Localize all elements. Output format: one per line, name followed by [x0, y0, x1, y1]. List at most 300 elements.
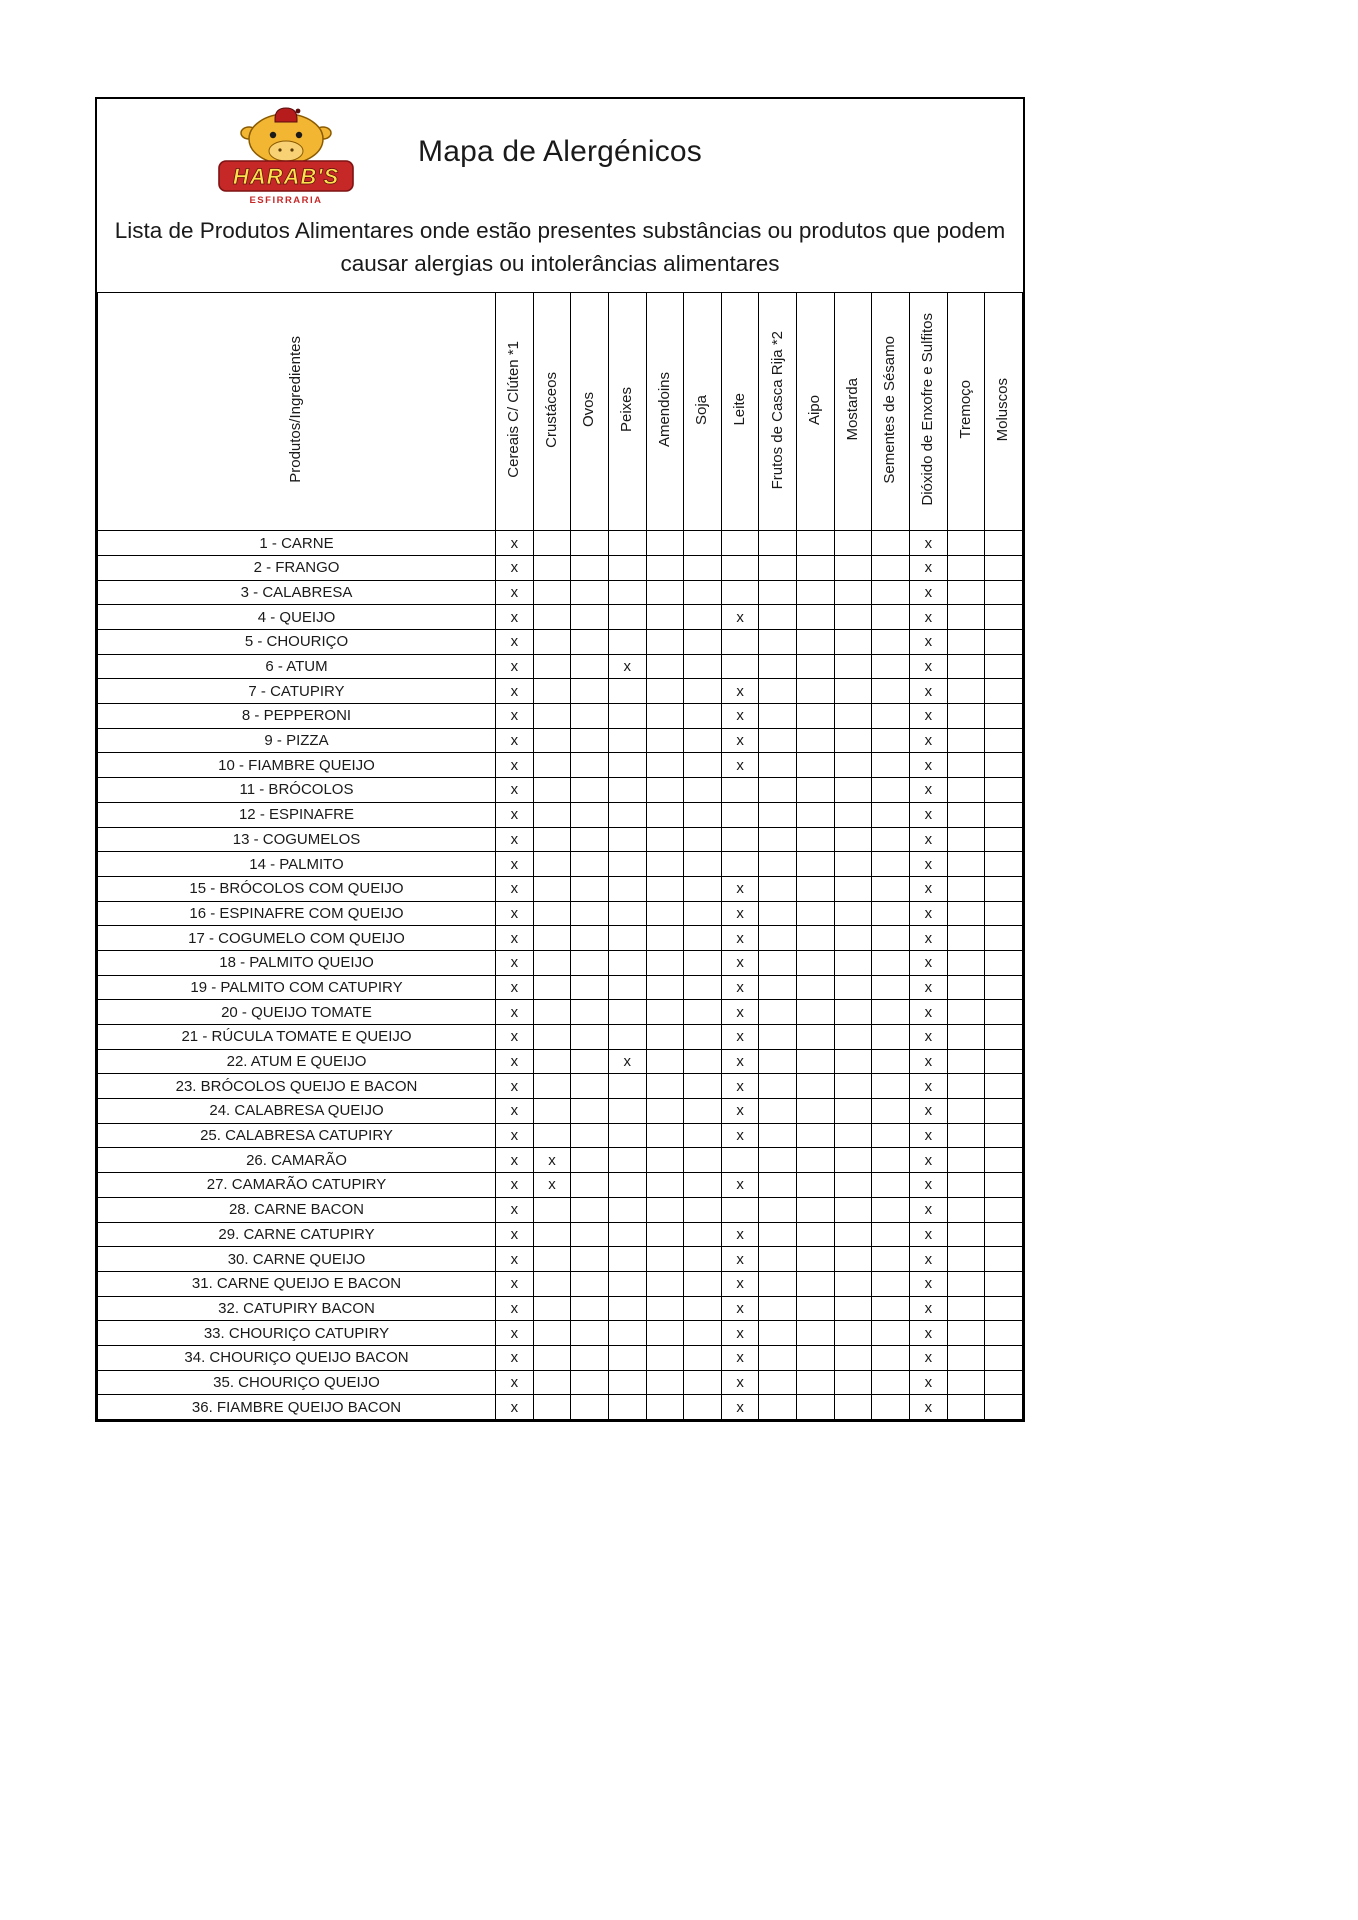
allergen-mark-cell — [797, 728, 835, 753]
product-row — [98, 1370, 1023, 1395]
allergen-mark-cell — [608, 1099, 646, 1124]
product-name-cell: 23. BRÓCOLOS QUEIJO E BACON — [98, 1074, 496, 1099]
allergen-mark-cell — [646, 1271, 684, 1296]
allergen-mark-cell: x — [910, 679, 948, 704]
allergen-mark-cell: x — [910, 605, 948, 630]
allergen-mark-cell — [684, 728, 722, 753]
allergen-mark-cell — [533, 1099, 571, 1124]
product-row — [98, 975, 1023, 1000]
allergen-mark-cell — [985, 1370, 1023, 1395]
allergen-mark-cell — [759, 1370, 797, 1395]
allergen-mark-cell: x — [721, 1247, 759, 1272]
allergen-mark-cell — [985, 1173, 1023, 1198]
allergen-mark-cell: x — [721, 753, 759, 778]
fez-tassel — [296, 109, 301, 114]
allergen-mark-cell: x — [496, 1074, 534, 1099]
allergen-mark-cell: x — [496, 1296, 534, 1321]
allergen-mark-cell — [947, 1222, 985, 1247]
allergen-mark-cell — [721, 827, 759, 852]
logo-tagline-text: ESFIRRARIA — [249, 195, 323, 206]
allergen-mark-cell — [834, 1148, 872, 1173]
allergen-mark-cell — [947, 1197, 985, 1222]
column-header-allergen — [759, 293, 797, 531]
allergen-mark-cell — [646, 580, 684, 605]
allergen-mark-cell — [533, 630, 571, 655]
allergen-mark-cell — [872, 531, 910, 556]
allergen-mark-cell — [533, 1370, 571, 1395]
allergen-mark-cell — [608, 1148, 646, 1173]
allergen-mark-cell — [759, 1025, 797, 1050]
allergen-mark-cell — [571, 1148, 609, 1173]
product-name-cell: 24. CALABRESA QUEIJO — [98, 1099, 496, 1124]
allergen-mark-cell — [759, 827, 797, 852]
allergen-mark-cell: x — [496, 1395, 534, 1420]
product-row — [98, 1345, 1023, 1370]
allergen-mark-cell — [797, 802, 835, 827]
product-row — [98, 728, 1023, 753]
allergen-mark-cell — [985, 679, 1023, 704]
allergen-mark-cell: x — [496, 1148, 534, 1173]
allergen-mark-cell — [608, 926, 646, 951]
allergen-mark-cell: x — [496, 704, 534, 729]
allergen-mark-cell — [834, 1123, 872, 1148]
allergen-mark-cell — [797, 1247, 835, 1272]
allergen-mark-cell — [684, 778, 722, 803]
allergen-table-head — [98, 293, 1023, 531]
allergen-mark-cell — [684, 950, 722, 975]
allergen-mark-cell — [571, 753, 609, 778]
allergen-mark-cell — [872, 1247, 910, 1272]
allergen-mark-cell — [872, 802, 910, 827]
product-row — [98, 827, 1023, 852]
allergen-mark-cell: x — [496, 1321, 534, 1346]
allergen-mark-cell — [872, 901, 910, 926]
allergen-mark-cell — [834, 852, 872, 877]
product-name-cell: 8 - PEPPERONI — [98, 704, 496, 729]
allergen-mark-cell — [608, 1197, 646, 1222]
product-row — [98, 1074, 1023, 1099]
allergen-mark-cell: x — [910, 704, 948, 729]
allergen-mark-cell: x — [721, 901, 759, 926]
allergen-mark-cell: x — [496, 679, 534, 704]
allergen-mark-cell — [797, 654, 835, 679]
allergen-mark-cell — [985, 555, 1023, 580]
allergen-mark-cell — [985, 1025, 1023, 1050]
allergen-mark-cell — [571, 1123, 609, 1148]
allergen-mark-cell — [759, 555, 797, 580]
column-header-label: Tremoço — [956, 380, 974, 440]
allergen-mark-cell — [872, 630, 910, 655]
allergen-mark-cell: x — [496, 531, 534, 556]
allergen-mark-cell — [834, 778, 872, 803]
allergen-mark-cell — [608, 1271, 646, 1296]
allergen-mark-cell: x — [496, 1370, 534, 1395]
allergen-mark-cell: x — [910, 1197, 948, 1222]
column-header-label: Sementes de Sésamo — [881, 335, 899, 484]
allergen-mark-cell — [947, 950, 985, 975]
allergen-mark-cell — [985, 901, 1023, 926]
allergen-mark-cell — [947, 1296, 985, 1321]
allergen-mark-cell — [872, 555, 910, 580]
column-header-allergen — [910, 293, 948, 531]
allergen-mark-cell — [759, 1321, 797, 1346]
allergen-mark-cell — [608, 901, 646, 926]
allergen-mark-cell — [834, 1345, 872, 1370]
column-header-label: Leite — [730, 393, 748, 427]
column-header-label: Cereais C/ Clúten *1 — [505, 341, 523, 479]
product-name-cell: 16 - ESPINAFRE COM QUEIJO — [98, 901, 496, 926]
allergen-mark-cell — [797, 926, 835, 951]
allergen-mark-cell — [533, 901, 571, 926]
column-header-allergen — [496, 293, 534, 531]
allergen-mark-cell — [646, 555, 684, 580]
allergen-mark-cell — [684, 1370, 722, 1395]
allergen-mark-cell: x — [910, 1000, 948, 1025]
allergen-mark-cell — [608, 1123, 646, 1148]
allergen-mark-cell — [759, 1148, 797, 1173]
allergen-mark-cell — [571, 827, 609, 852]
allergen-mark-cell: x — [910, 753, 948, 778]
allergen-mark-cell — [571, 1271, 609, 1296]
column-header-allergen — [947, 293, 985, 531]
allergen-mark-cell — [571, 1049, 609, 1074]
allergen-mark-cell — [985, 1123, 1023, 1148]
allergen-mark-cell: x — [496, 654, 534, 679]
allergen-mark-cell — [608, 580, 646, 605]
allergen-mark-cell — [608, 1173, 646, 1198]
allergen-mark-cell — [834, 1074, 872, 1099]
allergen-mark-cell — [947, 1123, 985, 1148]
product-row — [98, 778, 1023, 803]
allergen-mark-cell — [759, 1123, 797, 1148]
allergen-mark-cell — [533, 1074, 571, 1099]
column-header-allergen — [533, 293, 571, 531]
allergen-mark-cell — [947, 1148, 985, 1173]
allergen-mark-cell: x — [910, 926, 948, 951]
product-row — [98, 852, 1023, 877]
allergen-mark-cell — [872, 1395, 910, 1420]
allergen-mark-cell — [759, 753, 797, 778]
allergen-mark-cell — [985, 975, 1023, 1000]
allergen-mark-cell — [872, 753, 910, 778]
allergen-mark-cell — [985, 852, 1023, 877]
allergen-mark-cell — [571, 901, 609, 926]
allergen-mark-cell: x — [496, 555, 534, 580]
allergen-mark-cell — [985, 1099, 1023, 1124]
allergen-mark-cell: x — [496, 1123, 534, 1148]
allergen-mark-cell — [985, 827, 1023, 852]
allergen-mark-cell — [684, 704, 722, 729]
product-name-cell: 15 - BRÓCOLOS COM QUEIJO — [98, 876, 496, 901]
allergen-mark-cell — [571, 654, 609, 679]
allergen-mark-cell — [872, 975, 910, 1000]
allergen-mark-cell — [646, 1197, 684, 1222]
allergen-mark-cell — [797, 704, 835, 729]
allergen-mark-cell — [608, 605, 646, 630]
allergen-mark-cell — [533, 1197, 571, 1222]
allergen-mark-cell: x — [496, 1099, 534, 1124]
allergen-mark-cell: x — [496, 926, 534, 951]
allergen-mark-cell — [759, 1296, 797, 1321]
allergen-mark-cell — [797, 555, 835, 580]
product-row — [98, 901, 1023, 926]
allergen-mark-cell — [533, 555, 571, 580]
allergen-mark-cell — [759, 975, 797, 1000]
allergen-mark-cell — [797, 679, 835, 704]
allergen-mark-cell: x — [721, 1370, 759, 1395]
allergen-mark-cell — [608, 679, 646, 704]
allergen-mark-cell — [872, 852, 910, 877]
allergen-mark-cell — [759, 1222, 797, 1247]
allergen-mark-cell: x — [496, 1197, 534, 1222]
product-row — [98, 1099, 1023, 1124]
allergen-mark-cell — [797, 1271, 835, 1296]
allergen-mark-cell — [646, 704, 684, 729]
product-row — [98, 630, 1023, 655]
allergen-mark-cell: x — [910, 1025, 948, 1050]
allergen-mark-cell: x — [496, 1000, 534, 1025]
allergen-mark-cell — [571, 876, 609, 901]
allergen-mark-cell — [646, 975, 684, 1000]
product-name-cell: 18 - PALMITO QUEIJO — [98, 950, 496, 975]
allergen-mark-cell — [571, 1370, 609, 1395]
product-name-cell: 21 - RÚCULA TOMATE E QUEIJO — [98, 1025, 496, 1050]
allergen-mark-cell — [985, 580, 1023, 605]
allergen-mark-cell — [571, 975, 609, 1000]
column-header-allergen — [684, 293, 722, 531]
allergen-mark-cell — [797, 901, 835, 926]
allergen-mark-cell — [834, 1271, 872, 1296]
allergen-mark-cell — [684, 1197, 722, 1222]
product-name-cell: 29. CARNE CATUPIRY — [98, 1222, 496, 1247]
allergen-mark-cell — [759, 605, 797, 630]
product-name-cell: 25. CALABRESA CATUPIRY — [98, 1123, 496, 1148]
allergen-mark-cell — [797, 950, 835, 975]
allergen-mark-cell — [684, 852, 722, 877]
allergen-mark-cell — [985, 1247, 1023, 1272]
allergen-mark-cell — [985, 778, 1023, 803]
allergen-mark-cell — [646, 1148, 684, 1173]
allergen-mark-cell — [834, 704, 872, 729]
allergen-mark-cell — [797, 1197, 835, 1222]
product-name-cell: 17 - COGUMELO COM QUEIJO — [98, 926, 496, 951]
allergen-mark-cell — [759, 580, 797, 605]
allergen-mark-cell — [797, 1370, 835, 1395]
allergen-mark-cell — [571, 1296, 609, 1321]
allergen-mark-cell — [571, 950, 609, 975]
allergen-mark-cell — [797, 630, 835, 655]
column-header-label: Dióxido de Enxofre e Sulfitos — [919, 313, 937, 507]
allergen-mark-cell — [985, 531, 1023, 556]
column-header-products — [98, 293, 496, 531]
allergen-mark-cell: x — [496, 852, 534, 877]
column-header-label: Frutos de Casca Rija *2 — [768, 330, 786, 489]
column-header-allergen — [608, 293, 646, 531]
allergen-mark-cell — [985, 926, 1023, 951]
allergen-mark-cell — [759, 654, 797, 679]
product-name-cell: 36. FIAMBRE QUEIJO BACON — [98, 1395, 496, 1420]
allergen-table-head-row — [98, 293, 1023, 531]
product-row — [98, 580, 1023, 605]
allergen-mark-cell — [834, 1099, 872, 1124]
allergen-mark-cell — [533, 1123, 571, 1148]
allergen-mark-cell: x — [721, 1296, 759, 1321]
allergen-mark-cell: x — [533, 1173, 571, 1198]
allergen-mark-cell: x — [496, 975, 534, 1000]
allergen-mark-cell: x — [910, 654, 948, 679]
allergen-mark-cell: x — [910, 580, 948, 605]
allergen-mark-cell — [571, 802, 609, 827]
product-row — [98, 555, 1023, 580]
allergen-mark-cell — [985, 1074, 1023, 1099]
allergen-mark-cell — [571, 1345, 609, 1370]
product-name-cell: 10 - FIAMBRE QUEIJO — [98, 753, 496, 778]
product-name-cell: 9 - PIZZA — [98, 728, 496, 753]
allergen-mark-cell — [947, 605, 985, 630]
allergen-mark-cell — [797, 1000, 835, 1025]
column-header-label: Amendoins — [655, 372, 673, 448]
allergen-mark-cell — [985, 1271, 1023, 1296]
allergen-mark-cell — [947, 1271, 985, 1296]
allergen-mark-cell — [646, 1222, 684, 1247]
column-header-label: Crustáceos — [542, 371, 560, 448]
allergen-mark-cell: x — [910, 950, 948, 975]
allergen-mark-cell — [721, 555, 759, 580]
product-row — [98, 753, 1023, 778]
allergen-mark-cell — [684, 1345, 722, 1370]
allergen-mark-cell — [759, 778, 797, 803]
allergen-mark-cell — [571, 1173, 609, 1198]
allergen-mark-cell — [646, 605, 684, 630]
allergen-mark-cell — [533, 1247, 571, 1272]
allergen-mark-cell — [872, 728, 910, 753]
product-name-cell: 33. CHOURIÇO CATUPIRY — [98, 1321, 496, 1346]
allergen-mark-cell — [571, 555, 609, 580]
allergen-mark-cell — [533, 1395, 571, 1420]
allergen-mark-cell — [985, 802, 1023, 827]
allergen-mark-cell: x — [496, 778, 534, 803]
allergen-mark-cell — [684, 1395, 722, 1420]
allergen-mark-cell — [571, 605, 609, 630]
allergen-mark-cell — [872, 1025, 910, 1050]
allergen-mark-cell — [947, 1025, 985, 1050]
allergen-mark-cell — [571, 778, 609, 803]
allergen-mark-cell: x — [721, 1271, 759, 1296]
allergen-mark-cell — [797, 580, 835, 605]
allergen-mark-cell — [985, 753, 1023, 778]
allergen-mark-cell — [872, 1123, 910, 1148]
allergen-mark-cell — [947, 827, 985, 852]
allergen-mark-cell — [872, 1049, 910, 1074]
product-row — [98, 802, 1023, 827]
allergen-mark-cell — [947, 1099, 985, 1124]
allergen-mark-cell — [684, 1271, 722, 1296]
allergen-mark-cell: x — [496, 1247, 534, 1272]
allergen-mark-cell — [834, 753, 872, 778]
column-header-label: Produtos/Ingredientes — [287, 336, 305, 484]
allergen-mark-cell — [608, 753, 646, 778]
allergen-mark-cell — [684, 605, 722, 630]
product-row — [98, 605, 1023, 630]
allergen-mark-cell — [759, 901, 797, 926]
allergen-mark-cell — [608, 555, 646, 580]
allergen-mark-cell — [985, 950, 1023, 975]
allergen-mark-cell — [533, 1000, 571, 1025]
product-name-cell: 30. CARNE QUEIJO — [98, 1247, 496, 1272]
allergen-mark-cell — [533, 1025, 571, 1050]
column-header-label: Mostarda — [843, 378, 861, 442]
allergen-mark-cell — [947, 926, 985, 951]
allergen-mark-cell — [533, 728, 571, 753]
allergen-mark-cell — [985, 1000, 1023, 1025]
allergen-mark-cell: x — [496, 802, 534, 827]
allergen-mark-cell — [872, 1271, 910, 1296]
allergen-mark-cell — [797, 1222, 835, 1247]
allergen-mark-cell — [834, 1296, 872, 1321]
product-name-cell: 5 - CHOURIÇO — [98, 630, 496, 655]
allergen-mark-cell: x — [496, 1025, 534, 1050]
allergen-mark-cell — [834, 728, 872, 753]
allergen-mark-cell: x — [910, 802, 948, 827]
allergen-mark-cell — [571, 1000, 609, 1025]
allergen-mark-cell — [608, 827, 646, 852]
allergen-mark-cell — [872, 1296, 910, 1321]
allergen-mark-cell: x — [496, 580, 534, 605]
allergen-mark-cell — [684, 1049, 722, 1074]
allergen-mark-cell — [608, 1345, 646, 1370]
allergen-mark-cell — [571, 580, 609, 605]
product-row — [98, 1025, 1023, 1050]
allergen-mark-cell — [759, 1173, 797, 1198]
allergen-mark-cell — [533, 580, 571, 605]
allergen-mark-cell — [947, 778, 985, 803]
allergen-mark-cell — [797, 1395, 835, 1420]
allergen-mark-cell — [684, 802, 722, 827]
allergen-mark-cell — [872, 1321, 910, 1346]
allergen-mark-cell: x — [721, 1345, 759, 1370]
allergen-mark-cell — [608, 704, 646, 729]
allergen-mark-cell — [834, 901, 872, 926]
allergen-mark-cell — [533, 852, 571, 877]
allergen-mark-cell — [533, 704, 571, 729]
allergen-mark-cell — [872, 654, 910, 679]
allergen-mark-cell — [684, 1321, 722, 1346]
allergen-mark-cell — [947, 654, 985, 679]
allergen-mark-cell — [571, 1074, 609, 1099]
allergen-mark-cell: x — [910, 1395, 948, 1420]
allergen-mark-cell — [834, 827, 872, 852]
product-name-cell: 26. CAMARÃO — [98, 1148, 496, 1173]
column-header-label: Moluscos — [994, 378, 1012, 442]
allergen-mark-cell — [985, 1345, 1023, 1370]
product-name-cell: 11 - BRÓCOLOS — [98, 778, 496, 803]
allergen-mark-cell — [684, 630, 722, 655]
allergen-mark-cell: x — [910, 531, 948, 556]
product-row — [98, 1222, 1023, 1247]
allergen-mark-cell — [721, 1197, 759, 1222]
allergen-mark-cell — [646, 1370, 684, 1395]
allergen-mark-cell: x — [910, 1148, 948, 1173]
allergen-mark-cell — [797, 1123, 835, 1148]
product-row — [98, 876, 1023, 901]
product-row — [98, 1197, 1023, 1222]
allergen-mark-cell — [571, 1222, 609, 1247]
allergen-mark-cell — [947, 1321, 985, 1346]
allergen-mark-cell — [608, 1370, 646, 1395]
allergen-mark-cell — [872, 950, 910, 975]
allergen-mark-cell: x — [496, 901, 534, 926]
allergen-mark-cell — [759, 1247, 797, 1272]
